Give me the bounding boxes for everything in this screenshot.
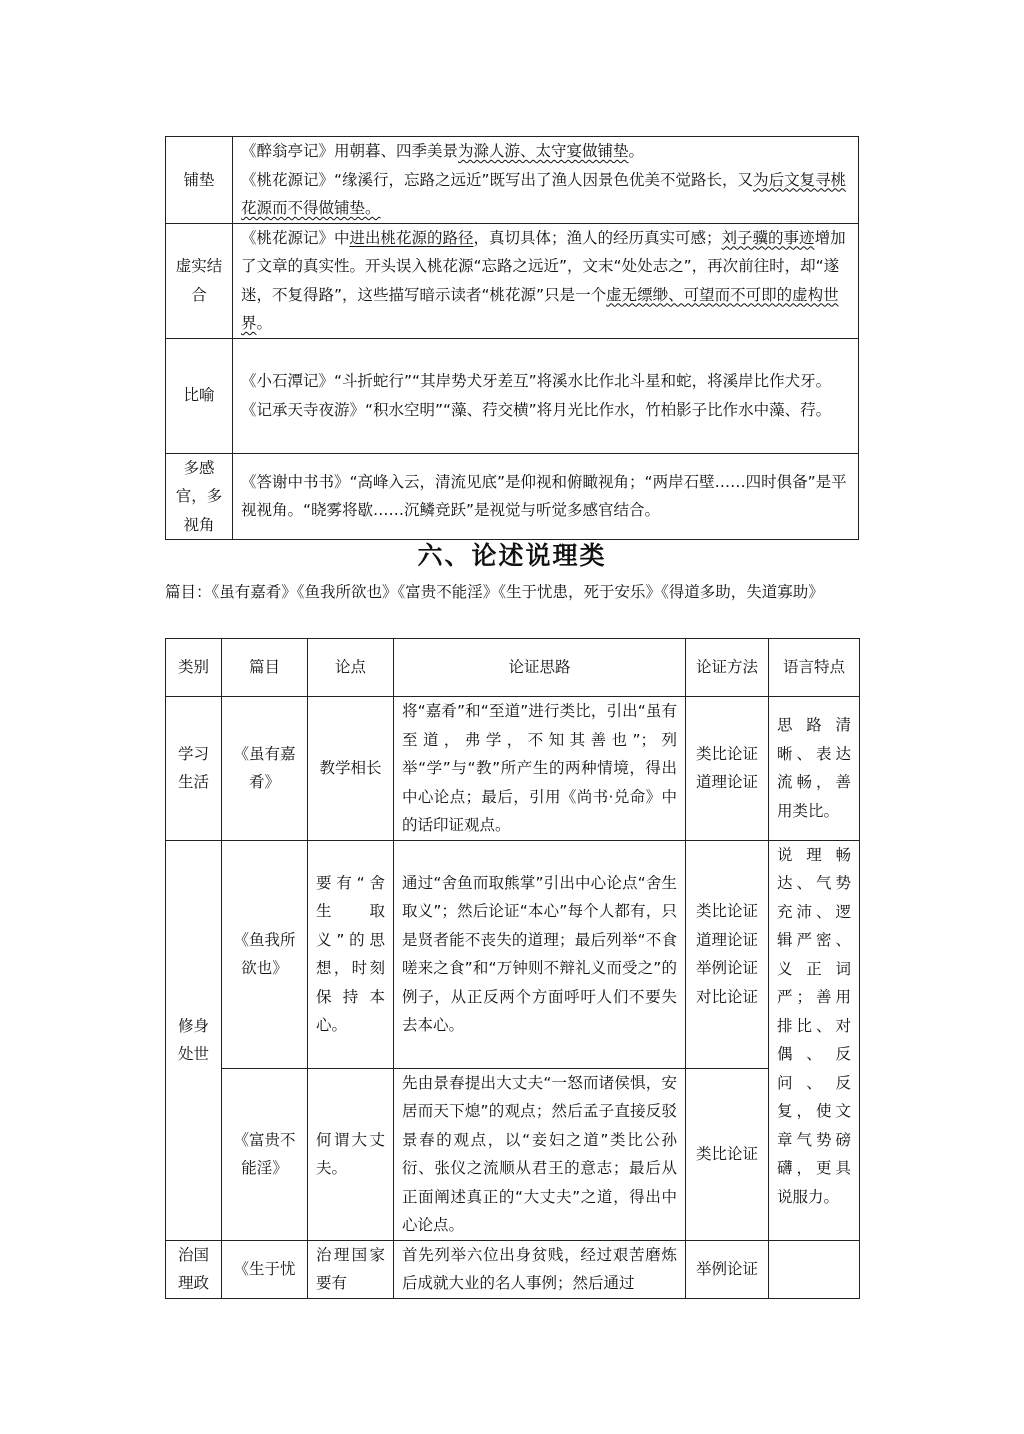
label-pudian: 铺垫 <box>166 137 233 224</box>
text-underlined: 虚无缥缈、可望而不可即的虚构世界 <box>241 285 839 332</box>
text: 《桃花源记》中 <box>241 228 350 247</box>
cell-language-empty <box>769 1240 860 1298</box>
text-underlined: 为后文复寻桃花源而不得做铺垫。 <box>241 170 847 217</box>
cell-logic: 将“嘉肴”和“至道”进行类比，引出“虽有至道，弗学，不知其善也”；列举“学”与“教”所产生的两种情境，得出中心论点；最后，引用《尚书·兑命》中的话印证观点。 <box>394 697 686 841</box>
cell-point: 何谓大丈夫。 <box>308 1068 394 1240</box>
cell-logic: 通过“舍鱼而取熊掌”引出中心论点“舍生取义”；然后论证“本心”每个人都有，只是贤者能不丧失的道理；最后列举“不食嗟来之食”和“万钟则不辩礼义而受之”的例子，从正反两个方面呼吁人们不要失去本心。 <box>394 840 686 1068</box>
header-logic: 论证思路 <box>394 639 686 697</box>
desc-pudian <box>233 137 859 224</box>
text: 《小石潭记》“斗折蛇行”“其岸势犬牙差互”将溪水比作北斗星和蛇，将溪岸比作犬牙。 <box>241 372 832 390</box>
text: 。 <box>628 142 645 160</box>
desc-xushi <box>233 223 859 338</box>
cell-point: 教学相长 <box>308 697 394 841</box>
cell-logic: 先由景春提出大丈夫“一怒而诸侯惧，安居而天下熄”的观点；然后孟子直接反驳景春的观点，以“妾妇之道”类比公孙衍、张仪之流顺从君王的意志；最后从正面阐述真正的“大丈夫”之道，得出中心论点。 <box>394 1068 686 1240</box>
text-underlined: 为滁人游、太守宴做铺垫 <box>458 142 629 160</box>
section-article-list: 篇目：《虽有嘉肴》《鱼我所欲也》《富贵不能淫》《生于忧患，死于安乐》《得道多助，失道寡助》 <box>165 583 824 601</box>
header-language: 语言特点 <box>769 639 860 697</box>
text-underlined: 刘子骥的事迹 <box>721 228 815 247</box>
cell-point: 要有“舍生取义”的思想，时刻保持本心。 <box>308 840 394 1068</box>
text: 增加了文章的真实性。开头误入桃花源“忘路之远近”，文末“处处志之”，再次前往时，却“遂迷，不复得路”，这些描写暗示读者“桃花源”只是一个 <box>241 228 846 304</box>
header-method: 论证方法 <box>686 639 769 697</box>
cell-category: 治国理政 <box>166 1240 222 1298</box>
cell-title: 《虽有嘉肴》 <box>222 697 308 841</box>
text-underlined: 进出桃花源的路径 <box>349 228 474 247</box>
text: 。 <box>256 314 273 332</box>
cell-category: 修身处世 <box>166 840 222 1240</box>
cell-category: 学习生活 <box>166 697 222 841</box>
cell-language: 思路清晰、表达流畅，善用类比。 <box>769 697 860 841</box>
cell-method: 类比论证道理论证举例论证对比论证 <box>686 840 769 1068</box>
header-category: 类别 <box>166 639 222 697</box>
argument-table <box>165 638 860 1299</box>
header-title: 篇目 <box>222 639 308 697</box>
cell-point: 治理国家要有 <box>308 1240 394 1298</box>
text: 《醉翁亭记》用朝暮、四季美景 <box>241 142 459 160</box>
desc-duoganguan: 《答谢中书书》“高峰入云，清流见底”是仰视和俯瞰视角；“两岸石壁……四时俱备”是平视视角。“晓雾将歇……沉鳞竞跃”是视觉与听觉多感官结合。 <box>233 453 859 540</box>
desc-biyu <box>233 338 859 453</box>
label-biyu: 比喻 <box>166 338 233 453</box>
label-duoganguan: 多感官，多视角 <box>166 453 233 540</box>
cell-method: 举例论证 <box>686 1240 769 1298</box>
label-xushi: 虚实结合 <box>166 223 233 338</box>
cell-language: 说理畅达、气势充沛、逻辑严密、义正词严；善用排比、对偶、反问、反复，使文章气势磅礴，更具说服力。 <box>769 840 860 1240</box>
cell-title: 《鱼我所欲也》 <box>222 840 308 1068</box>
cell-method: 类比论证 <box>686 1068 769 1240</box>
header-point: 论点 <box>308 639 394 697</box>
cell-method: 类比论证道理论证 <box>686 697 769 841</box>
cell-title: 《生于忧 <box>222 1240 308 1298</box>
text: ，真切具体；渔人的经历真实可感； <box>473 228 722 247</box>
cell-logic: 首先列举六位出身贫贱，经过艰苦磨炼后成就大业的名人事例；然后通过 <box>394 1240 686 1298</box>
rhetoric-table <box>165 136 859 540</box>
text: 《桃花源记》“缘溪行，忘路之远近”既写出了渔人因景色优美不觉路长，又 <box>241 170 754 189</box>
section-title: 六、论述说理类 <box>417 541 607 570</box>
cell-title: 《富贵不能淫》 <box>222 1068 308 1240</box>
text: 《记承天寺夜游》“积水空明”“藻、荇交横”将月光比作水，竹柏影子比作水中藻、荇。 <box>241 400 832 419</box>
